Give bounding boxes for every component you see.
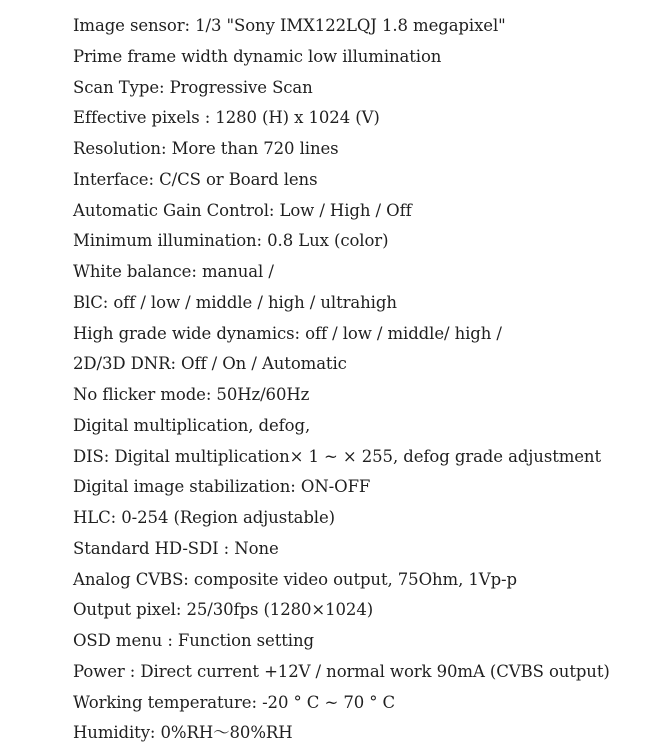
spec-power: Power : Direct current +12V / normal work 90mA (CVBS output) [73, 661, 610, 681]
spec-min-illumination: Minimum illumination: 0.8 Lux (color) [73, 231, 389, 251]
spec-wide-dynamics: High grade wide dynamics: off / low / middle/ high / [73, 323, 502, 343]
spec-digital-multiplication: Digital multiplication, defog, [73, 415, 311, 435]
spec-image-stabilization: Digital image stabilization: ON-OFF [73, 477, 371, 497]
spec-osd-menu: OSD menu : Function setting [73, 631, 314, 650]
spec-gain-control: Automatic Gain Control: Low / High / Off [73, 200, 412, 220]
spec-humidity: Humidity: 0%RH～80%RH [73, 723, 293, 743]
spec-interface: Interface: C/CS or Board lens [73, 169, 318, 189]
spec-image-sensor: Image sensor: 1/3 "Sony IMX122LQJ 1.8 megapixel" [73, 16, 506, 35]
spec-resolution: Resolution: More than 720 lines [73, 139, 339, 158]
spec-white-balance: White balance: manual / [73, 262, 274, 281]
spec-analog-cvbs: Analog CVBS: composite video output, 75Ohm, 1Vp-p [73, 569, 517, 589]
spec-scan-type: Scan Type: Progressive Scan [73, 77, 313, 97]
spec-dis: DIS: Digital multiplication× 1 ~ × 255, defog grade adjustment [73, 446, 601, 466]
spec-output-pixel: Output pixel: 25/30fps (1280×1024) [73, 600, 374, 620]
spec-prime-frame: Prime frame width dynamic low illumination [73, 46, 442, 66]
spec-no-flicker: No flicker mode: 50Hz/60Hz [73, 385, 310, 404]
spec-list [73, 13, 610, 751]
spec-hd-sdi: Standard HD-SDI : None [73, 538, 279, 558]
spec-working-temperature: Working temperature: -20 ° C ~ 70 ° C [73, 692, 396, 712]
spec-dnr: 2D/3D DNR: Off / On / Automatic [73, 354, 347, 374]
spec-effective-pixels: Effective pixels : 1280 (H) x 1024 (V) [73, 108, 380, 128]
spec-hlc: HLC: 0-254 (Region adjustable) [73, 508, 335, 527]
spec-blc: BlC: off / low / middle / high / ultrahigh [73, 292, 397, 312]
